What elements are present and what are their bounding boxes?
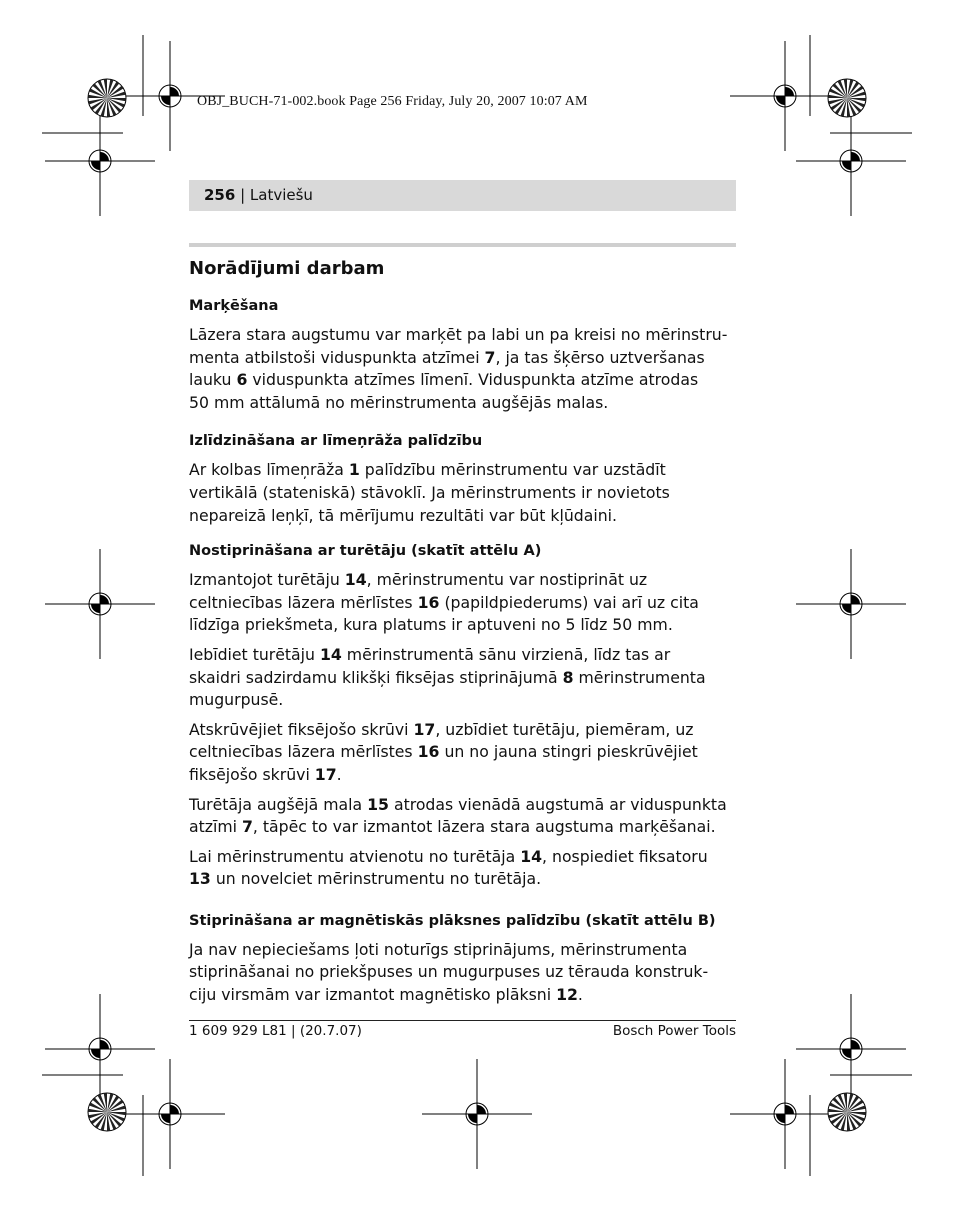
section-title: Norādījumi darbam: [189, 258, 385, 279]
body-paragraph: [189, 459, 736, 527]
page-number: 256: [204, 186, 236, 204]
text-run: nepareizā leņķī, tā mērījumu rezultāti var būt kļūdaini.: [189, 505, 618, 525]
crosshair-mark: [115, 1059, 225, 1169]
subsection-heading: Stiprināšana ar magnētiskās plāksnes palīdzību (skatīt attēlu B): [189, 912, 716, 929]
body-paragraph: [189, 794, 736, 839]
reference-number: 17: [413, 719, 436, 739]
text-run: Turētāja augšējā mala: [189, 794, 368, 814]
text-run: stiprināšanai no priekšpuses un mugurpuses uz tērauda konstruk-: [189, 962, 709, 982]
text-run: mērinstrumentā sānu virzienā, līdz tas ar: [341, 644, 671, 664]
text-run: viduspunkta atzīmes līmenī. Viduspunkta atzīme atrodas: [247, 370, 699, 390]
reference-number: 17: [314, 764, 337, 784]
text-run: atrodas vienādā augstumā ar viduspunkta: [388, 794, 727, 814]
crosshair-mark: [422, 1059, 532, 1169]
rosette-mark: [88, 79, 126, 117]
text-run: mērinstrumenta: [573, 667, 706, 687]
body-paragraph: [189, 644, 736, 712]
text-run: atzīmi: [189, 817, 242, 837]
body-paragraph: [189, 846, 736, 891]
text-run: Ja nav nepieciešams ļoti noturīgs stiprinājums, mērinstrumenta: [189, 939, 688, 959]
text-run: Izmantojot turētāju: [189, 570, 345, 590]
crosshair-mark: [45, 994, 155, 1104]
page-language: Latviešu: [249, 186, 313, 204]
reference-number: 7: [241, 817, 253, 837]
subsection-heading: Izlīdzināšana ar līmeņrāža palīdzību: [189, 433, 483, 450]
reference-number: 8: [562, 667, 574, 687]
text-run: lauku: [189, 370, 237, 390]
crosshair-mark: [45, 549, 155, 659]
text-run: palīdzību mērinstrumentu var uzstādīt: [359, 460, 666, 480]
crosshair-mark: [45, 106, 155, 216]
text-run: ciju virsmām var izmantot magnētisko plāksni: [189, 985, 557, 1005]
reference-number: 14: [520, 846, 543, 866]
footer-brand: Bosch Power Tools: [612, 1023, 736, 1039]
crosshair-mark: [796, 549, 906, 659]
subsection-heading: Nostiprināšana ar turētāju (skatīt attēlu A): [189, 543, 542, 560]
text-run: celtniecības lāzera mērlīstes: [189, 742, 418, 762]
text-run: 50 mm attālumā no mērinstrumenta augšējās malas.: [189, 392, 609, 412]
page-separator: |: [235, 186, 250, 204]
text-run: un novelciet mērinstrumentu no turētāja.: [210, 869, 542, 889]
crosshair-mark: [730, 1059, 840, 1169]
reference-number: 1: [348, 460, 360, 480]
text-run: fiksējošo skrūvi: [189, 764, 315, 784]
print-header: OBJ_BUCH-71-002.book Page 256 Friday, July 20, 2007 10:07 AM: [197, 94, 588, 109]
reference-number: 14: [319, 644, 342, 664]
text-run: celtniecības lāzera mērlīstes: [189, 592, 418, 612]
main-content: [189, 243, 736, 1007]
text-run: , ja tas šķērso uztveršanas: [495, 347, 705, 367]
body-paragraph: [189, 939, 736, 1007]
section-rule: [189, 243, 736, 247]
reference-number: 13: [189, 869, 211, 889]
text-run: un no jauna stingri pieskrūvējiet: [439, 742, 698, 762]
text-run: Atskrūvējiet fiksējošo skrūvi: [189, 719, 414, 739]
reference-number: 16: [417, 742, 440, 762]
rosette-mark: [88, 1093, 126, 1131]
body-paragraph: [189, 719, 736, 787]
text-run: skaidri sadzirdamu klikšķi fiksējas stiprinājumā: [189, 667, 563, 687]
footer-doc-code: 1 609 929 L81 | (20.7.07): [189, 1023, 362, 1039]
text-run: vertikālā (stateniskā) stāvoklī. Ja mērinstruments ir novietots: [189, 482, 670, 502]
text-run: Iebīdiet turētāju: [189, 644, 320, 664]
crosshair-mark: [730, 41, 840, 151]
rosette-mark: [828, 79, 866, 117]
sections-container: [189, 296, 736, 1007]
body-paragraph: [189, 569, 736, 637]
text-run: .: [577, 985, 583, 1005]
reference-number: 16: [417, 592, 440, 612]
reference-number: 6: [236, 370, 248, 390]
text-run: , mērinstrumentu var nostiprināt uz: [366, 570, 648, 590]
text-run: līdzīga priekšmeta, kura platums ir aptuveni no 5 līdz 50 mm.: [189, 615, 673, 635]
footer-rule: [189, 1020, 736, 1021]
page-header-band: [189, 180, 736, 211]
text-run: , uzbīdiet turētāju, piemēram, uz: [435, 719, 694, 739]
text-run: mugurpusē.: [189, 690, 284, 710]
reference-number: 7: [484, 347, 496, 367]
reference-number: 15: [367, 794, 389, 814]
text-run: menta atbilstoši viduspunkta atzīmei: [189, 347, 485, 367]
text-run: Ar kolbas līmeņrāža: [189, 460, 349, 480]
rosette-mark: [828, 1093, 866, 1131]
text-run: .: [336, 764, 342, 784]
text-run: Lāzera stara augstumu var marķēt pa labi un pa kreisi no mērinstru-: [189, 325, 728, 344]
crosshair-mark: [796, 106, 906, 216]
subsection-heading: Marķēšana: [189, 298, 279, 314]
reference-number: 12: [556, 985, 578, 1005]
reference-number: 14: [344, 570, 367, 590]
text-run: Lai mērinstrumentu atvienotu no turētāja: [189, 846, 521, 866]
body-paragraph: [189, 324, 736, 414]
text-run: (papildpiederums) vai arī uz cita: [439, 592, 699, 612]
text-run: , tāpēc to var izmantot lāzera stara augstuma marķēšanai.: [252, 817, 716, 837]
text-run: , nospiediet fiksatoru: [542, 846, 708, 866]
crosshair-mark: [796, 994, 906, 1104]
